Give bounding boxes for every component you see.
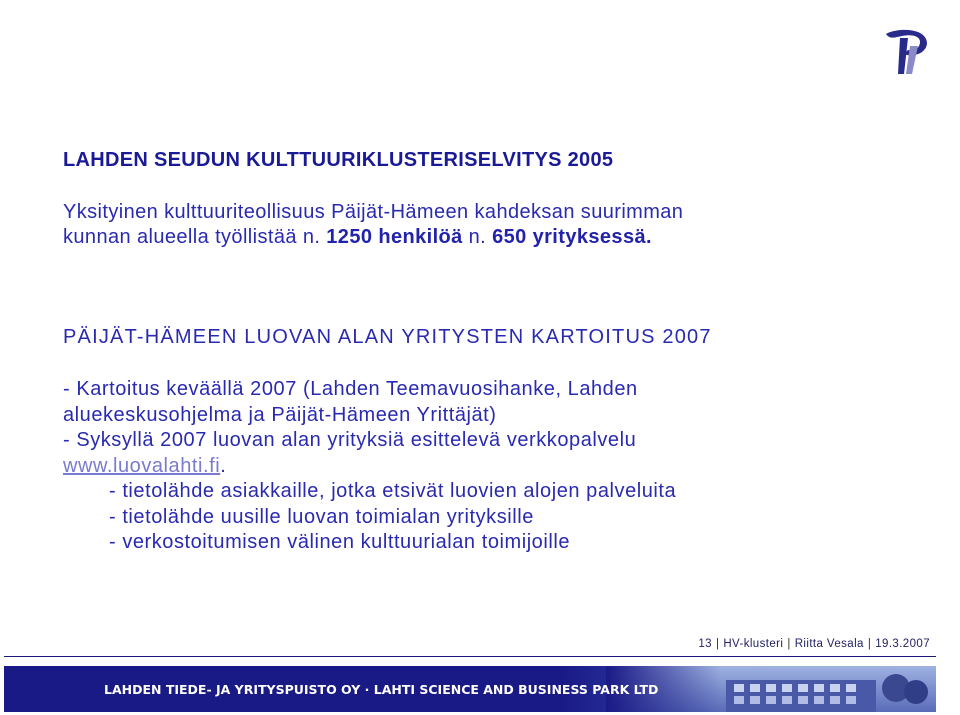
- link-line: [63, 454, 923, 480]
- page-number: 13: [698, 638, 712, 650]
- link-suffix: .: [220, 454, 227, 477]
- website-link[interactable]: www.luovalahti.fi: [63, 454, 221, 477]
- organization-name: LAHDEN TIEDE- JA YRITYSPUISTO OY · LAHTI SCIENCE AND BUSINESS PARK LTD: [104, 682, 659, 697]
- list-item: aluekeskusohjelma ja Päijät-Hämeen Yrittäjät): [63, 403, 497, 426]
- survey-details: [63, 377, 923, 556]
- sub-list-item: - verkostoitumisen välinen kulttuurialan toimijoille: [109, 531, 571, 553]
- sub-list-item: - tietolähde asiakkaille, jotka etsivät luovien alojen palveluita: [109, 480, 677, 502]
- intro-line-2: [63, 225, 863, 250]
- employee-count: 1250 henkilöä: [326, 226, 463, 248]
- intro-paragraph: [63, 200, 863, 250]
- list-item: - Syksyllä 2007 luovan alan yrityksiä esittelevä verkkopalvelu: [63, 429, 637, 451]
- separator: |: [715, 638, 720, 650]
- intro-line-1: Yksityinen kulttuuriteollisuus Päijät-Hämeen kahdeksan suurimman: [63, 201, 684, 223]
- list-item: - Kartoitus keväällä 2007 (Lahden Teemavuosihanke, Lahden: [63, 378, 638, 400]
- page-title: LAHDEN SEUDUN KULTTUURIKLUSTERISELVITYS 2005: [63, 149, 614, 171]
- footer-date: 19.3.2007: [875, 638, 930, 650]
- section-heading: PÄIJÄT-HÄMEEN LUOVAN ALAN YRITYSTEN KARTOITUS 2007: [63, 326, 712, 348]
- footer-info: [698, 638, 930, 650]
- sub-list-item: - tietolähde uusille luovan toimialan yrityksille: [109, 505, 534, 528]
- project-name: HV-klusteri: [723, 638, 784, 650]
- lahti-science-park-logo-icon: [878, 24, 934, 80]
- footer-banner: [4, 666, 936, 712]
- company-count: 650 yrityksessä.: [492, 226, 652, 248]
- footer-divider: [4, 656, 936, 657]
- author-name: Riitta Vesala: [794, 638, 864, 650]
- separator: |: [787, 638, 791, 650]
- intro-text: kunnan alueella työllistää n.: [63, 226, 327, 248]
- intro-text-mid: n.: [462, 226, 493, 248]
- separator: |: [867, 638, 872, 650]
